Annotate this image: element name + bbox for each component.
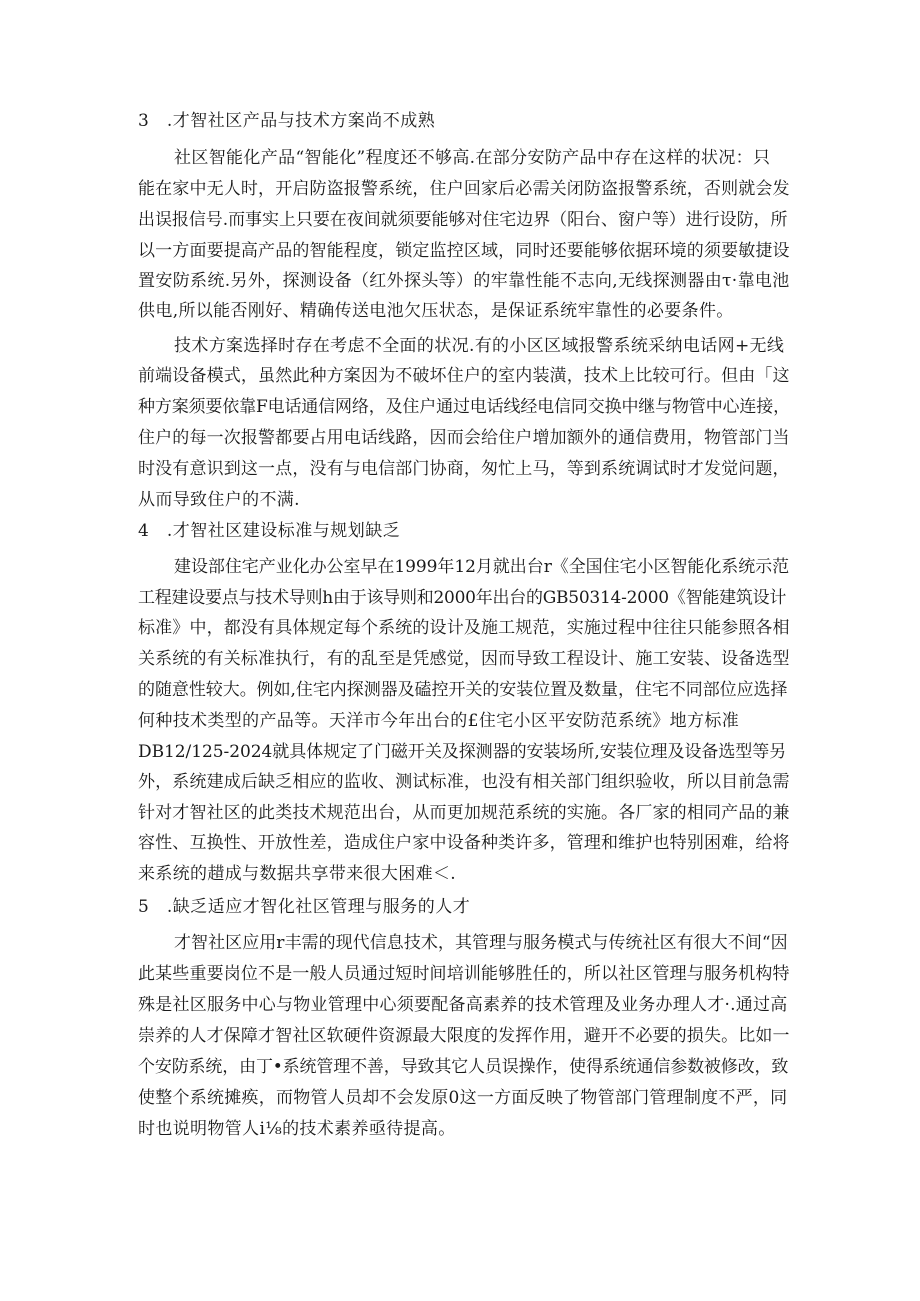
paragraph-line: 住户的每一次报警都要占用电话线路，因而会给住户增加额外的通信费用，物管部门当 [138,428,790,448]
paragraph-line: 使整个系统摊痪，而物管人员却不会发原0这一方面反映了物管部门管理制度不严，同 [138,1088,788,1108]
paragraph-line: 技术方案选择时存在考虑不全面的状况.有的小区区域报警系统采纳电话网+无线 [174,336,785,356]
paragraph-line: 工程建设要点与技术导则h由于该导则和2000年出台的GB50314-2000《智能建筑设计 [138,588,787,608]
paragraph-line: 关系统的有关标准执行，有的乱至是凭感觉，因而导致工程设计、施工安装、设备选型 [138,649,790,669]
paragraph-line: 以一方面要提高产品的智能程度，锁定监控区域，同时还要能够依据环境的须要敏捷设 [138,241,790,261]
paragraph-line: 外，系统建成后缺乏相应的监收、测试标准，也没有相关部门组织验收，所以目前急需 [138,772,790,792]
paragraph-line: 出误报信号.而事实上只要在夜间就须要能够对住宅边界（阳台、窗户等）进行设防，所 [138,210,788,230]
paragraph-line: 殊是社区服务中心与物业管理中心须要配备高素养的技术管理及业务办理人才·.通过高 [138,995,788,1015]
paragraph-line: 标准》中，都没有具体规定每个系统的设计及施工规范，实施过程中往往只能参照各相 [138,618,790,638]
paragraph-line: 容性、互换性、开放性差，造成住户家中设备种类许多，管理和维护也特别困难，给将 [138,833,790,853]
paragraph-line: 种方案须要依靠F电话通信网络，及住户通过电话线经电信同交换中继与物管中心连接， [138,397,790,417]
paragraph-line: 何种技术类型的产品等。天洋市今年出台的£住宅小区平安防范系统》地方标准 [138,711,740,731]
paragraph-line: 时没有意识到这一点，没有与电信部门协商，匆忙上马，等到系统调试时才发觉问题， [138,459,790,479]
paragraph-line: 从而导致住户的不满. [138,490,300,510]
paragraph-line: DB12/125-2024就具体规定了门磁开关及探测器的安装场所,安装位理及设备选型等另 [138,742,787,762]
paragraph-line: 置安防系统.另外，探测设备（红外探头等）的牢靠性能不志向,无线探测器由τ·靠电池 [138,271,790,291]
paragraph-line: 针对才智社区的此类技术规范出台，从而更加规范系统的实施。各厂家的相同产品的兼 [138,803,790,823]
paragraph-line: 才智社区应用r丰需的现代信息技术，其管理与服务模式与传统社区有很大不间“因 [174,933,788,953]
section-4-heading: 4 .才智社区建设标准与规划缺乏 [138,521,401,541]
section-3-heading: 3 .才智社区产品与技术方案尚不成熟 [138,111,436,131]
paragraph-line: 来系统的趞成与数据共享带来很大困难＜. [138,864,457,884]
paragraph-line: 个安防系统，由丁•系统管理不善，导致其它人员误操作，使得系统通信参数被修改，致 [138,1057,789,1077]
paragraph-line: 社区智能化产品“智能化”程度还不够高.在部分安防产品中存在这样的状况：只 [174,148,771,168]
paragraph-line: 前端设备模式，虽然此种方案因为不破坏住户的室内装潢，技术上比较可行。但由「这 [138,366,790,386]
paragraph-line: 崇养的人才保障才智社区软硬件资源最大限度的发挥作用，避开不必要的损失。比如一 [138,1026,790,1046]
paragraph-line: 时也说明物管人i⅛的技术素养亟待提高。 [138,1119,456,1139]
section-5-heading: 5 .缺乏适应才智化社区管理与服务的人才 [138,897,471,917]
paragraph-line: 能在家中无人时，开启防盗报警系统，住户回家后必需关闭防盗报警系统，否则就会发 [138,179,790,199]
paragraph-line: 供电,所以能否刚好、精确传送电池欠压状态，是保证系统牢靠性的必要条件。 [138,301,734,321]
paragraph-line: 建设部住宅产业化办公室早在1999年12月就出台r《全国住宅小区智能化系统示范 [174,557,790,577]
paragraph-line: 的随意性较大。例如,住宅内探测器及磕控开关的安装位置及数量，住宅不同部位应选择 [138,680,788,700]
paragraph-line: 此某些重要岗位不是一般人员通过短时间培训能够胜任的，所以社区管理与服务机构特 [138,964,790,984]
